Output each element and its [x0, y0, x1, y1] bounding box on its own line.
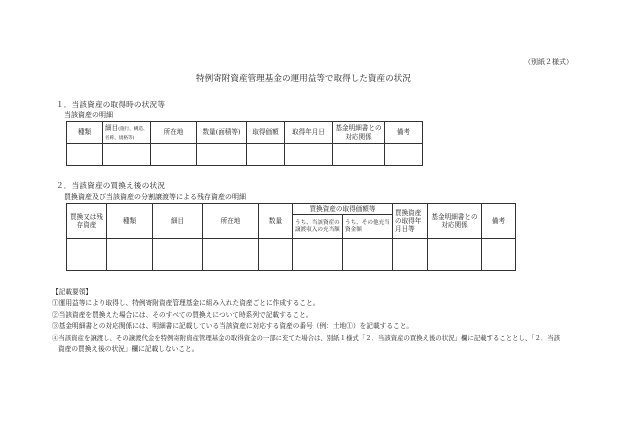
col-remarks: 備考	[482, 204, 516, 239]
col-date: 買換資産の取得年月日等	[393, 204, 428, 239]
table-row	[67, 144, 423, 166]
note-item: ③基金明細書との対応関係には、明細書に記載している当該資産に対応する資産の番号（例：土地①）を記載すること。	[52, 322, 414, 331]
col-item-sub: (施行、構造、名称、規格等)	[105, 126, 148, 141]
cell[interactable]	[203, 239, 259, 271]
col-relation: 基金明細書との対応関係	[333, 122, 385, 144]
col-kind: 種類	[67, 122, 103, 144]
cell[interactable]	[247, 144, 285, 166]
cell[interactable]	[293, 239, 343, 271]
col-item-main: 細目	[105, 123, 119, 132]
cell[interactable]	[343, 239, 393, 271]
cell[interactable]	[482, 239, 516, 271]
notes	[52, 287, 560, 355]
note-item: ①運用益等により取得し、特例寄附資産管理基金に組み入れた資産ごとに作成すること。	[52, 299, 320, 308]
note-item: 資産の買換え後の状況」欄に記載しないこと。	[58, 345, 199, 354]
note-item: ②当該資産を買換えた場合には、そのすべての買換えについて時系列で記載すること。	[52, 310, 313, 319]
col-quantity: 数量	[259, 204, 293, 239]
page-title: 特例寄附資産管理基金の運用益等で取得した資産の状況	[196, 74, 411, 84]
col-location: 所在地	[151, 122, 197, 144]
col-relation: 基金明細書との対応関係	[428, 204, 482, 239]
section2-heading: ２．当該資産の買換え後の状況	[56, 181, 166, 190]
note-item: ④当該資産を譲渡し、その譲渡代金を特例寄附資産管理基金の取得資金の一部に充てた場合は、別紙１様式「２．当該資産の買換え後の状況」欄に記載することとし、「２．当該	[52, 333, 561, 342]
col-item	[103, 122, 151, 144]
cell[interactable]	[333, 144, 385, 166]
cell[interactable]	[67, 239, 107, 271]
section1-heading: １．当該資産の取得時の状況等	[56, 100, 166, 109]
section2-subheading: 買換資産及び当該資産の分割譲渡等による残存資産の明細	[64, 193, 246, 201]
col-location: 所在地	[203, 204, 259, 239]
cell[interactable]	[385, 144, 423, 166]
cell[interactable]	[67, 144, 103, 166]
section1-subheading: 当該資産の明細	[64, 111, 113, 119]
asset-detail-table	[66, 121, 423, 166]
form-label: （別紙２様式）	[524, 58, 573, 66]
cell[interactable]	[393, 239, 428, 271]
cell[interactable]	[153, 239, 203, 271]
cell[interactable]	[259, 239, 293, 271]
replacement-asset-table	[66, 203, 516, 271]
col-quantity: 数量(面積等)	[197, 122, 247, 144]
col-price: 取得価額	[247, 122, 285, 144]
col-date: 取得年月日	[285, 122, 333, 144]
cell[interactable]	[428, 239, 482, 271]
cell[interactable]	[103, 144, 151, 166]
notes-title: 【記載要領】	[52, 288, 93, 296]
cell[interactable]	[285, 144, 333, 166]
col-kind: 種類	[107, 204, 153, 239]
col-item: 細目	[153, 204, 203, 239]
table-row	[67, 239, 516, 271]
cell[interactable]	[151, 144, 197, 166]
col-price-sub1: うち、当該資産の譲渡収入の充当額	[293, 215, 343, 239]
col-asset: 買換又は残存資産	[67, 204, 107, 239]
col-price-sub2: うち、その他充当資金額	[343, 215, 393, 239]
col-remarks: 備考	[385, 122, 423, 144]
col-price-group: 買換資産の取得価額等	[293, 204, 393, 215]
cell[interactable]	[197, 144, 247, 166]
cell[interactable]	[107, 239, 153, 271]
